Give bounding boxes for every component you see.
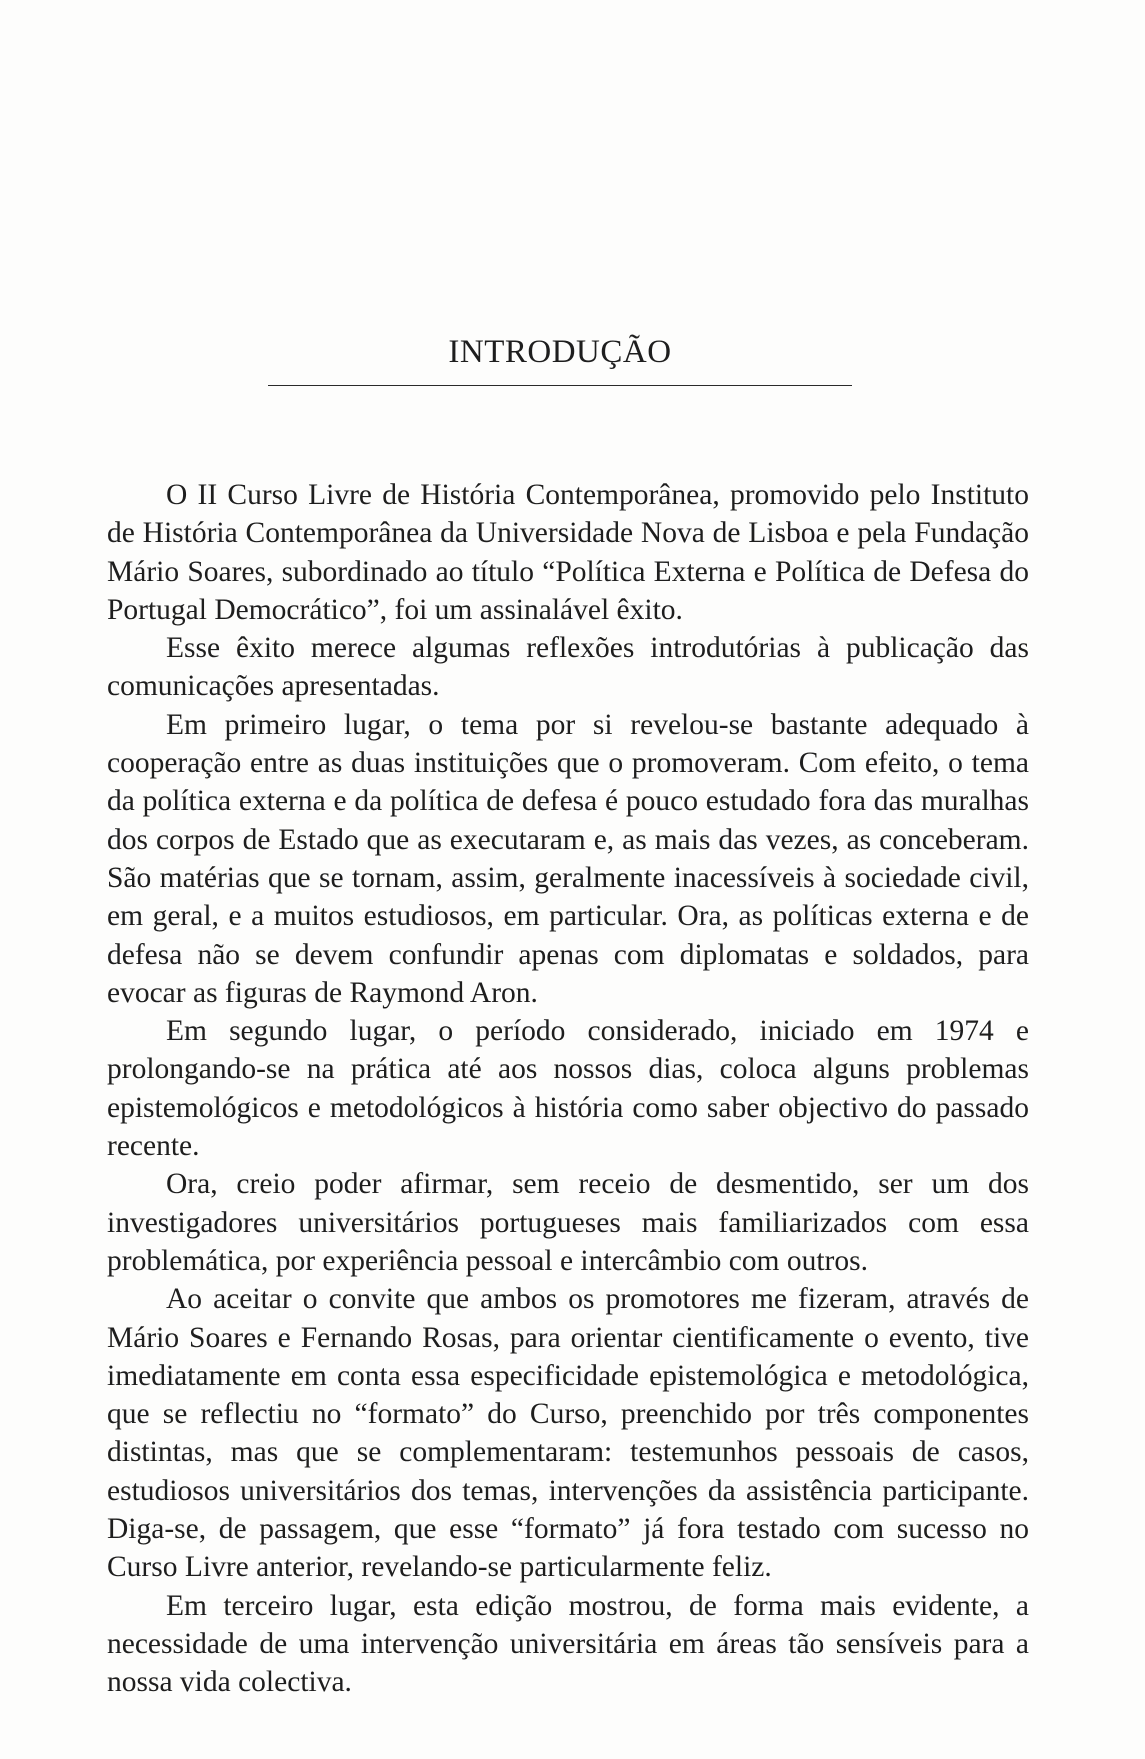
paragraph-4: Em segundo lugar, o período considerado, iniciado em 1974 e prolongando-se na prática até aos nossos dias, coloca alguns problemas epistemológicos e metodológicos à história como saber objectivo do passado recente. [107, 1015, 1029, 1163]
paragraph-3: Em primeiro lugar, o tema por si revelou-se bastante adequado à cooperação entre as duas instituições que o promoveram. Com efeito, o tema da política externa e da política de defesa é pouco estudado fora das muralhas dos corpos de Estado que as executaram e, as mais das vezes, as conceberam. São matérias que se tornam, assim, geralmente inacessíveis à sociedade civil, em geral, e a muitos estudiosos, em particular. Ora, as políticas externa e de defesa não se devem confundir apenas com diplomatas e soldados, para evocar as figuras de Raymond Aron. [107, 708, 1029, 1009]
heading-block [268, 332, 852, 372]
body-text [107, 476, 1029, 1702]
paragraph-5: Ora, creio poder afirmar, sem receio de desmentido, ser um dos investigadores universitários portugueses mais familiarizados com essa problemática, por experiência pessoal e intercâmbio com outros. [107, 1168, 1029, 1277]
paragraph-2: Esse êxito merece algumas reflexões introdutórias à publicação das comunicações apresentadas. [107, 632, 1029, 703]
title-underline [268, 385, 852, 386]
paragraph-7: Em terceiro lugar, esta edição mostrou, de forma mais evidente, a necessidade de uma intervenção universitária em áreas tão sensíveis para a nossa vida colectiva. [107, 1589, 1029, 1699]
paragraph-1: O II Curso Livre de História Contemporânea, promovido pelo Instituto de História Contemporânea da Universidade Nova de Lisboa e pela Fundação Mário Soares, subordinado ao título “Política Externa e Política de Defesa do Portugal Democrático”, foi um assinalável êxito. [107, 479, 1029, 626]
paragraph-6: Ao aceitar o convite que ambos os promotores me fizeram, através de Mário Soares e Fernando Rosas, para orientar cientificamente o evento, tive imediatamente em conta essa especificidade epistemológica e metodológica, que se reflectiu no “formato” do Curso, preenchido por três componentes distintas, mas que se complementaram: testemunhos pessoais de casos, estudiosos universitários dos temas, intervenções da assistência participante. Diga-se, de passagem, que esse “formato” já fora testado com sucesso no Curso Livre anterior, revelando-se particularmente feliz. [107, 1283, 1029, 1584]
page-title: INTRODUÇÃO [448, 334, 672, 370]
